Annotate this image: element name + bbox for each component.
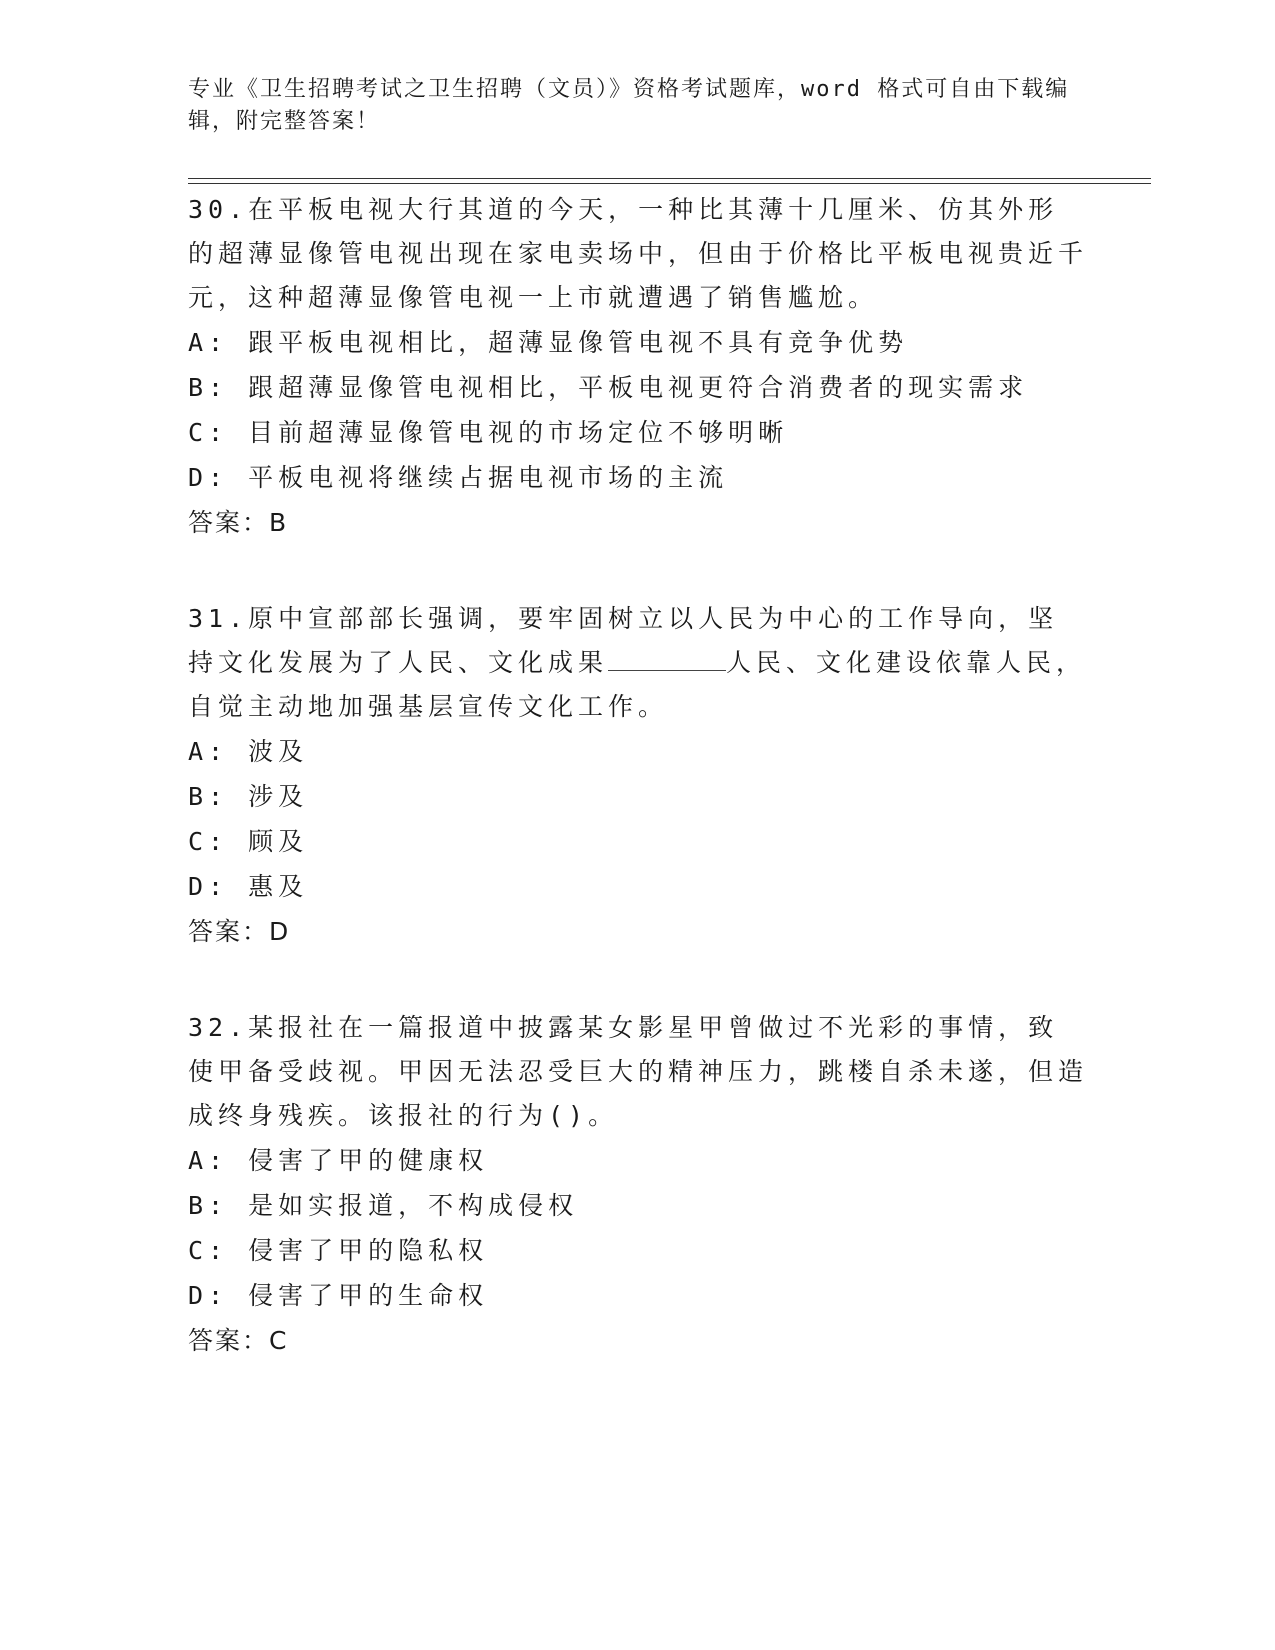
stem-before-blank: 31.原中宣部部长强调，要牢固树立以人民为中心的工作导向，坚持文化发展为了人民、文化成果 xyxy=(188,604,1059,677)
question-stem xyxy=(188,597,1088,729)
option-b: B: 涉及 xyxy=(188,782,309,811)
option-c: C: 顾及 xyxy=(188,827,309,856)
fill-blank xyxy=(608,648,726,671)
document-header: 专业《卫生招聘考试之卫生招聘（文员）》资格考试题库，word 格式可自由下载编辑，附完整答案！ xyxy=(188,77,1070,134)
stem-after-blank: 人民、文化建设依靠人民，自觉主动地加强基层宣传文化工作。 xyxy=(188,648,1087,721)
answer: 答案：B xyxy=(188,508,289,537)
answer: 答案：D xyxy=(188,917,291,946)
option-a: A: 波及 xyxy=(188,737,309,766)
header-divider-bottom xyxy=(188,183,1151,184)
question-stem: 32.某报社在一篇报道中披露某女影星甲曾做过不光彩的事情，致使甲备受歧视。甲因无法忍受巨大的精神压力，跳楼自杀未遂，但造成终身残疾。该报社的行为()。 xyxy=(188,1013,1089,1130)
option-d: D: 惠及 xyxy=(188,872,309,901)
option-b: B: 是如实报道，不构成侵权 xyxy=(188,1191,579,1220)
option-d: D: 侵害了甲的生命权 xyxy=(188,1281,489,1310)
option-d: D: 平板电视将继续占据电视市场的主流 xyxy=(188,463,729,492)
option-a: A: 侵害了甲的健康权 xyxy=(188,1146,489,1175)
header-divider-top xyxy=(188,178,1151,179)
option-a: A: 跟平板电视相比，超薄显像管电视不具有竞争优势 xyxy=(188,328,909,357)
question-31 xyxy=(188,597,1088,955)
option-c: C: 目前超薄显像管电视的市场定位不够明晰 xyxy=(188,418,789,447)
question-stem: 30.在平板电视大行其道的今天，一种比其薄十几厘米、仿其外形的超薄显像管电视出现在家电卖场中，但由于价格比平板电视贵近千元，这种超薄显像管电视一上市就遭遇了销售尴尬。 xyxy=(188,195,1089,312)
option-c: C: 侵害了甲的隐私权 xyxy=(188,1236,489,1265)
option-b: B: 跟超薄显像管电视相比，平板电视更符合消费者的现实需求 xyxy=(188,373,1029,402)
answer: 答案：C xyxy=(188,1326,289,1355)
question-32 xyxy=(188,1006,1088,1364)
question-30 xyxy=(188,188,1088,546)
